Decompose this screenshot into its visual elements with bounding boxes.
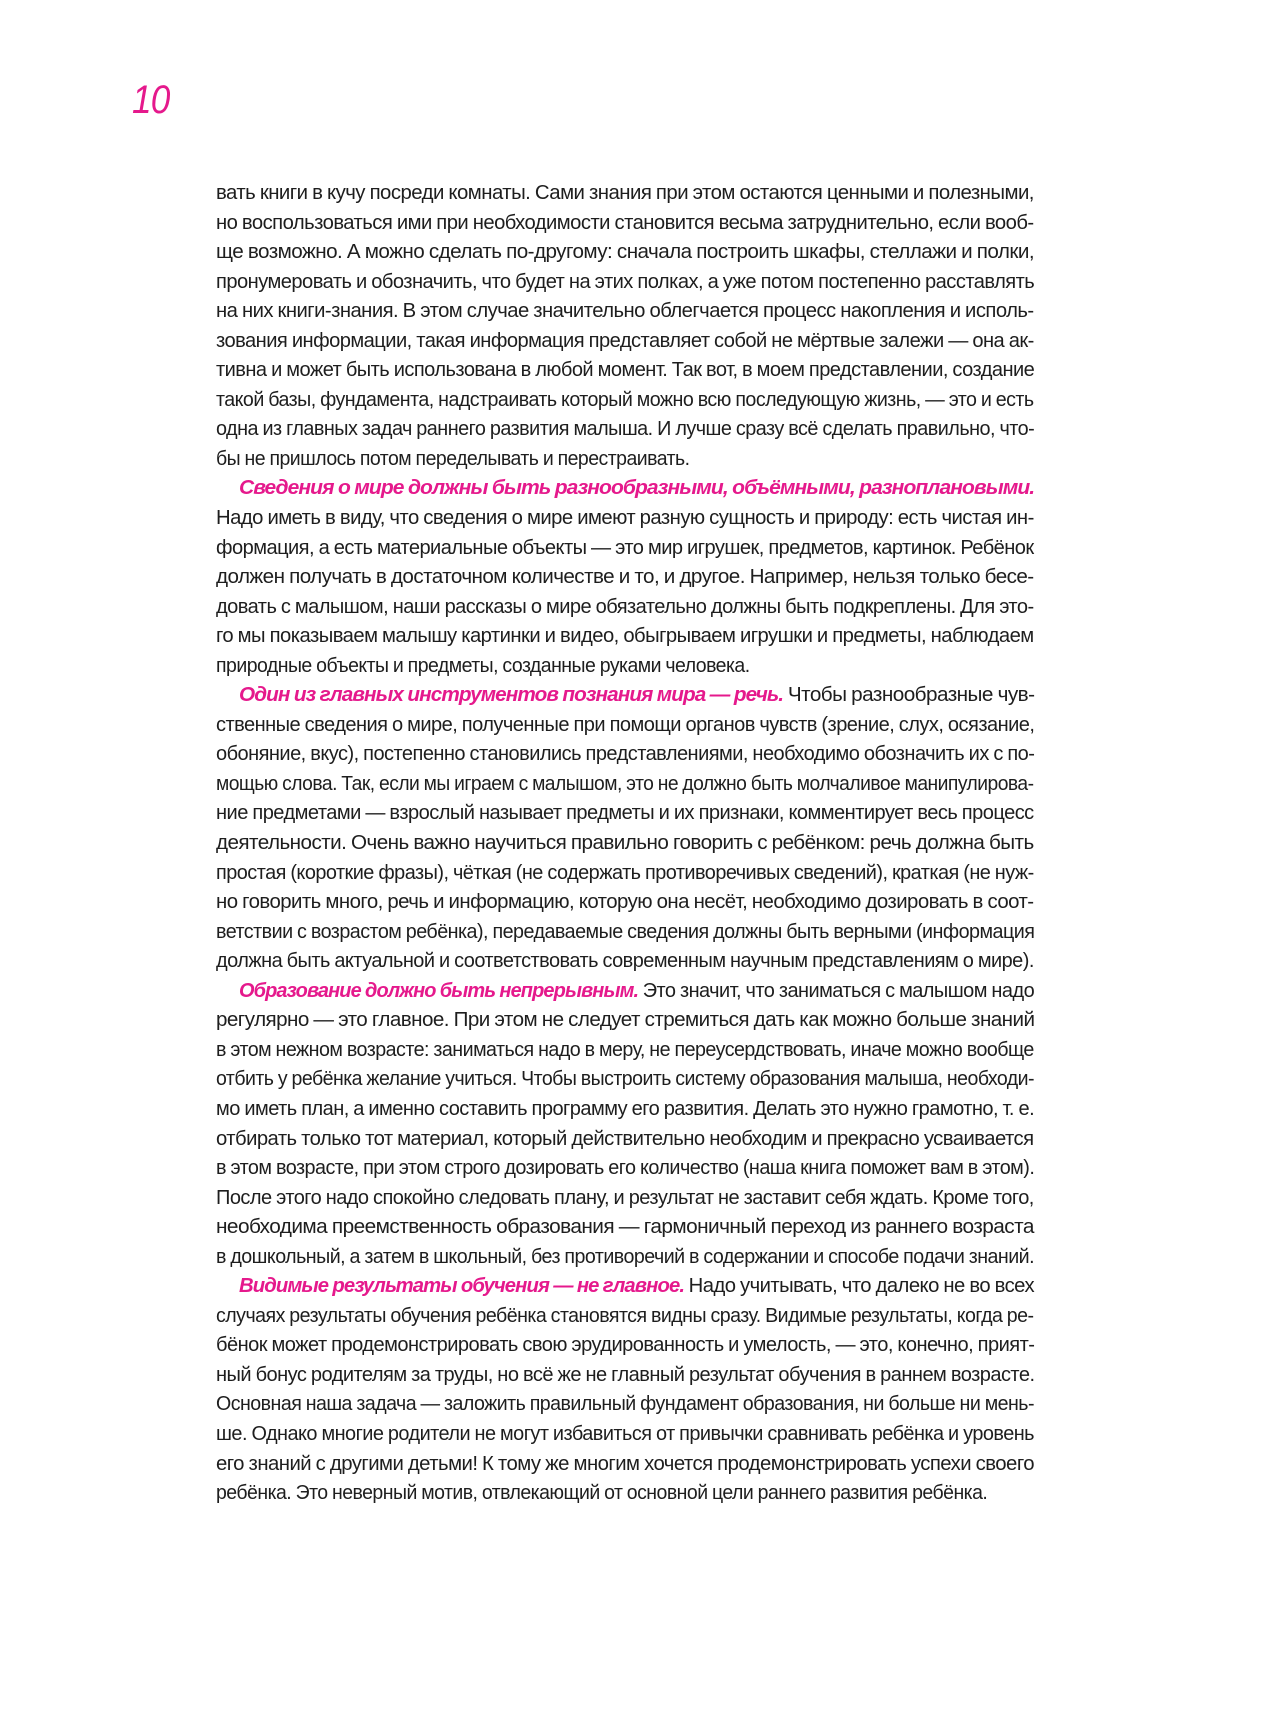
text-run: Чтобы разнообразные чув-	[783, 683, 1035, 707]
highlight-heading: Образование должно быть непрерывным.	[239, 978, 639, 1002]
highlight-heading: Сведения о мире должны быть разнообразными, объёмными, разноплановыми.	[239, 476, 1035, 500]
text-line: обоняние, вкус), постепенно становились представлениями, необходимо обозначить их с по-	[216, 742, 1035, 766]
text-line: но воспользоваться ими при необходимости становится весьма затруднительно, если вооб-	[216, 210, 1034, 234]
text-line: довать с малышом, наши рассказы о мире обязательно должны быть подкреплены. Для это-	[216, 594, 1034, 618]
text-line: в этом возрасте, при этом строго дозировать его количество (наша книга поможет вам в этом).	[216, 1156, 1035, 1180]
text-run: Это значит, что заниматься с малышом надо	[638, 978, 1035, 1002]
text-line: ребёнка. Это неверный мотив, отвлекающий от основной цели раннего развития ребёнка.	[216, 1481, 988, 1505]
text-line: необходима преемственность образования — гармоничный переход из раннего возраста	[216, 1215, 1034, 1239]
paragraph	[216, 473, 1034, 680]
paragraph	[216, 680, 1034, 975]
text-line: отбирать только тот материал, который действительно необходим и прекрасно усваивается	[216, 1126, 1034, 1150]
text-line: ветствии с возрастом ребёнка), передаваемые сведения должны быть верными (информация	[216, 919, 1035, 943]
text-line: должна быть актуальной и соответствовать современным научным представлениям о мире).	[216, 949, 1034, 973]
paragraph	[216, 178, 1034, 473]
heading-line	[216, 1271, 1034, 1301]
text-line: зования информации, такая информация представляет собой не мёртвые залежи — она ак-	[216, 328, 1034, 352]
paragraph	[216, 1271, 1034, 1507]
text-line: в дошкольный, а затем в школьный, без противоречий в содержании и способе подачи знаний.	[216, 1244, 1035, 1268]
heading-line	[216, 473, 1034, 503]
text-line: ние предметами — взрослый называет предметы и их признаки, комментирует весь процесс	[216, 801, 1034, 825]
text-line: ще возможно. А можно сделать по-другому: сначала построить шкафы, стеллажи и полки,	[216, 240, 1035, 264]
highlight-heading: Видимые результаты обучения — не главное.	[239, 1274, 685, 1298]
text-line: на них книги-знания. В этом случае значительно облегчается процесс накопления и исполь-	[216, 299, 1034, 323]
text-line: простая (короткие фразы), чёткая (не содержать противоречивых сведений), краткая (не нуж-	[216, 860, 1034, 884]
text-line: го мы показываем малышу картинки и видео, обыгрываем игрушки и предметы, наблюдаем	[216, 624, 1034, 648]
text-line: пронумеровать и обозначить, что будет на этих полках, а уже потом постепенно расставлять	[216, 269, 1035, 293]
text-line: мо иметь план, а именно составить программу его развития. Делать это нужно грамотно, т. е.	[216, 1096, 1035, 1120]
text-line: формация, а есть материальные объекты — это мир игрушек, предметов, картинок. Ребёнок	[216, 535, 1034, 559]
text-line: его знаний с другими детьми! К тому же многим хочется продемонстрировать успехи своего	[216, 1451, 1034, 1475]
heading-line	[216, 680, 1034, 710]
heading-line	[216, 976, 1034, 1006]
text-line: тивна и может быть использована в любой момент. Так вот, в моем представлении, создание	[216, 358, 1035, 382]
paragraph	[216, 976, 1034, 1271]
body-text	[216, 178, 1034, 1508]
text-line: ственные сведения о мире, полученные при помощи органов чувств (зрение, слух, осязание,	[216, 712, 1035, 736]
text-line: бы не пришлось потом переделывать и перестраивать.	[216, 446, 690, 470]
text-line: должен получать в достаточном количестве и то, и другое. Например, нельзя только бесе-	[216, 565, 1034, 589]
text-line: случаях результаты обучения ребёнка становятся видны сразу. Видимые результаты, когда ре-	[216, 1303, 1034, 1327]
text-line: Надо иметь в виду, что сведения о мире имеют разную сущность и природу: есть чистая ин-	[216, 506, 1034, 530]
text-line: вать книги в кучу посреди комнаты. Сами знания при этом остаются ценными и полезными,	[216, 181, 1034, 204]
text-line: ный бонус родителям за труды, но всё же не главный результат обучения в раннем возрасте.	[216, 1362, 1035, 1386]
text-line: деятельности. Очень важно научиться правильно говорить с ребёнком: речь должна быть	[216, 831, 1034, 855]
text-line: ше. Однако многие родители не могут избавиться от привычки сравнивать ребёнка и уровень	[216, 1421, 1035, 1445]
text-line: отбить у ребёнка желание учиться. Чтобы выстроить систему образования малыша, необходи-	[216, 1067, 1035, 1091]
text-run: Надо учитывать, что далеко не во всех	[684, 1274, 1035, 1298]
text-line: регулярно — это главное. При этом не следует стремиться дать как можно больше знаний	[216, 1008, 1035, 1032]
text-line: После этого надо спокойно следовать плану, и результат не заставит себя ждать. Кроме того,	[216, 1185, 1034, 1209]
text-line: но говорить много, речь и информацию, которую она несёт, необходимо дозировать в соот-	[216, 890, 1034, 914]
text-line: такой базы, фундамента, надстраивать который можно всю последующую жизнь, — это и есть	[216, 387, 1034, 411]
text-line: Основная наша задача — заложить правильный фундамент образования, ни больше ни мень-	[216, 1392, 1034, 1416]
page-number: 10	[132, 78, 170, 122]
text-line: мощью слова. Так, если мы играем с малышом, это не должно быть молчаливое манипулирова-	[216, 771, 1034, 795]
highlight-heading: Один из главных инструментов познания мира — речь.	[239, 683, 784, 707]
text-line: бёнок может продемонстрировать свою эрудированность и умелость, — это, конечно, прият-	[216, 1333, 1035, 1357]
text-line: в этом нежном возрасте: заниматься надо в меру, не переусердствовать, иначе можно вообще	[216, 1037, 1034, 1061]
text-line: природные объекты и предметы, созданные руками человека.	[216, 653, 750, 677]
text-line: одна из главных задач раннего развития малыша. И лучше сразу всё сделать правильно, что-	[216, 417, 1035, 441]
